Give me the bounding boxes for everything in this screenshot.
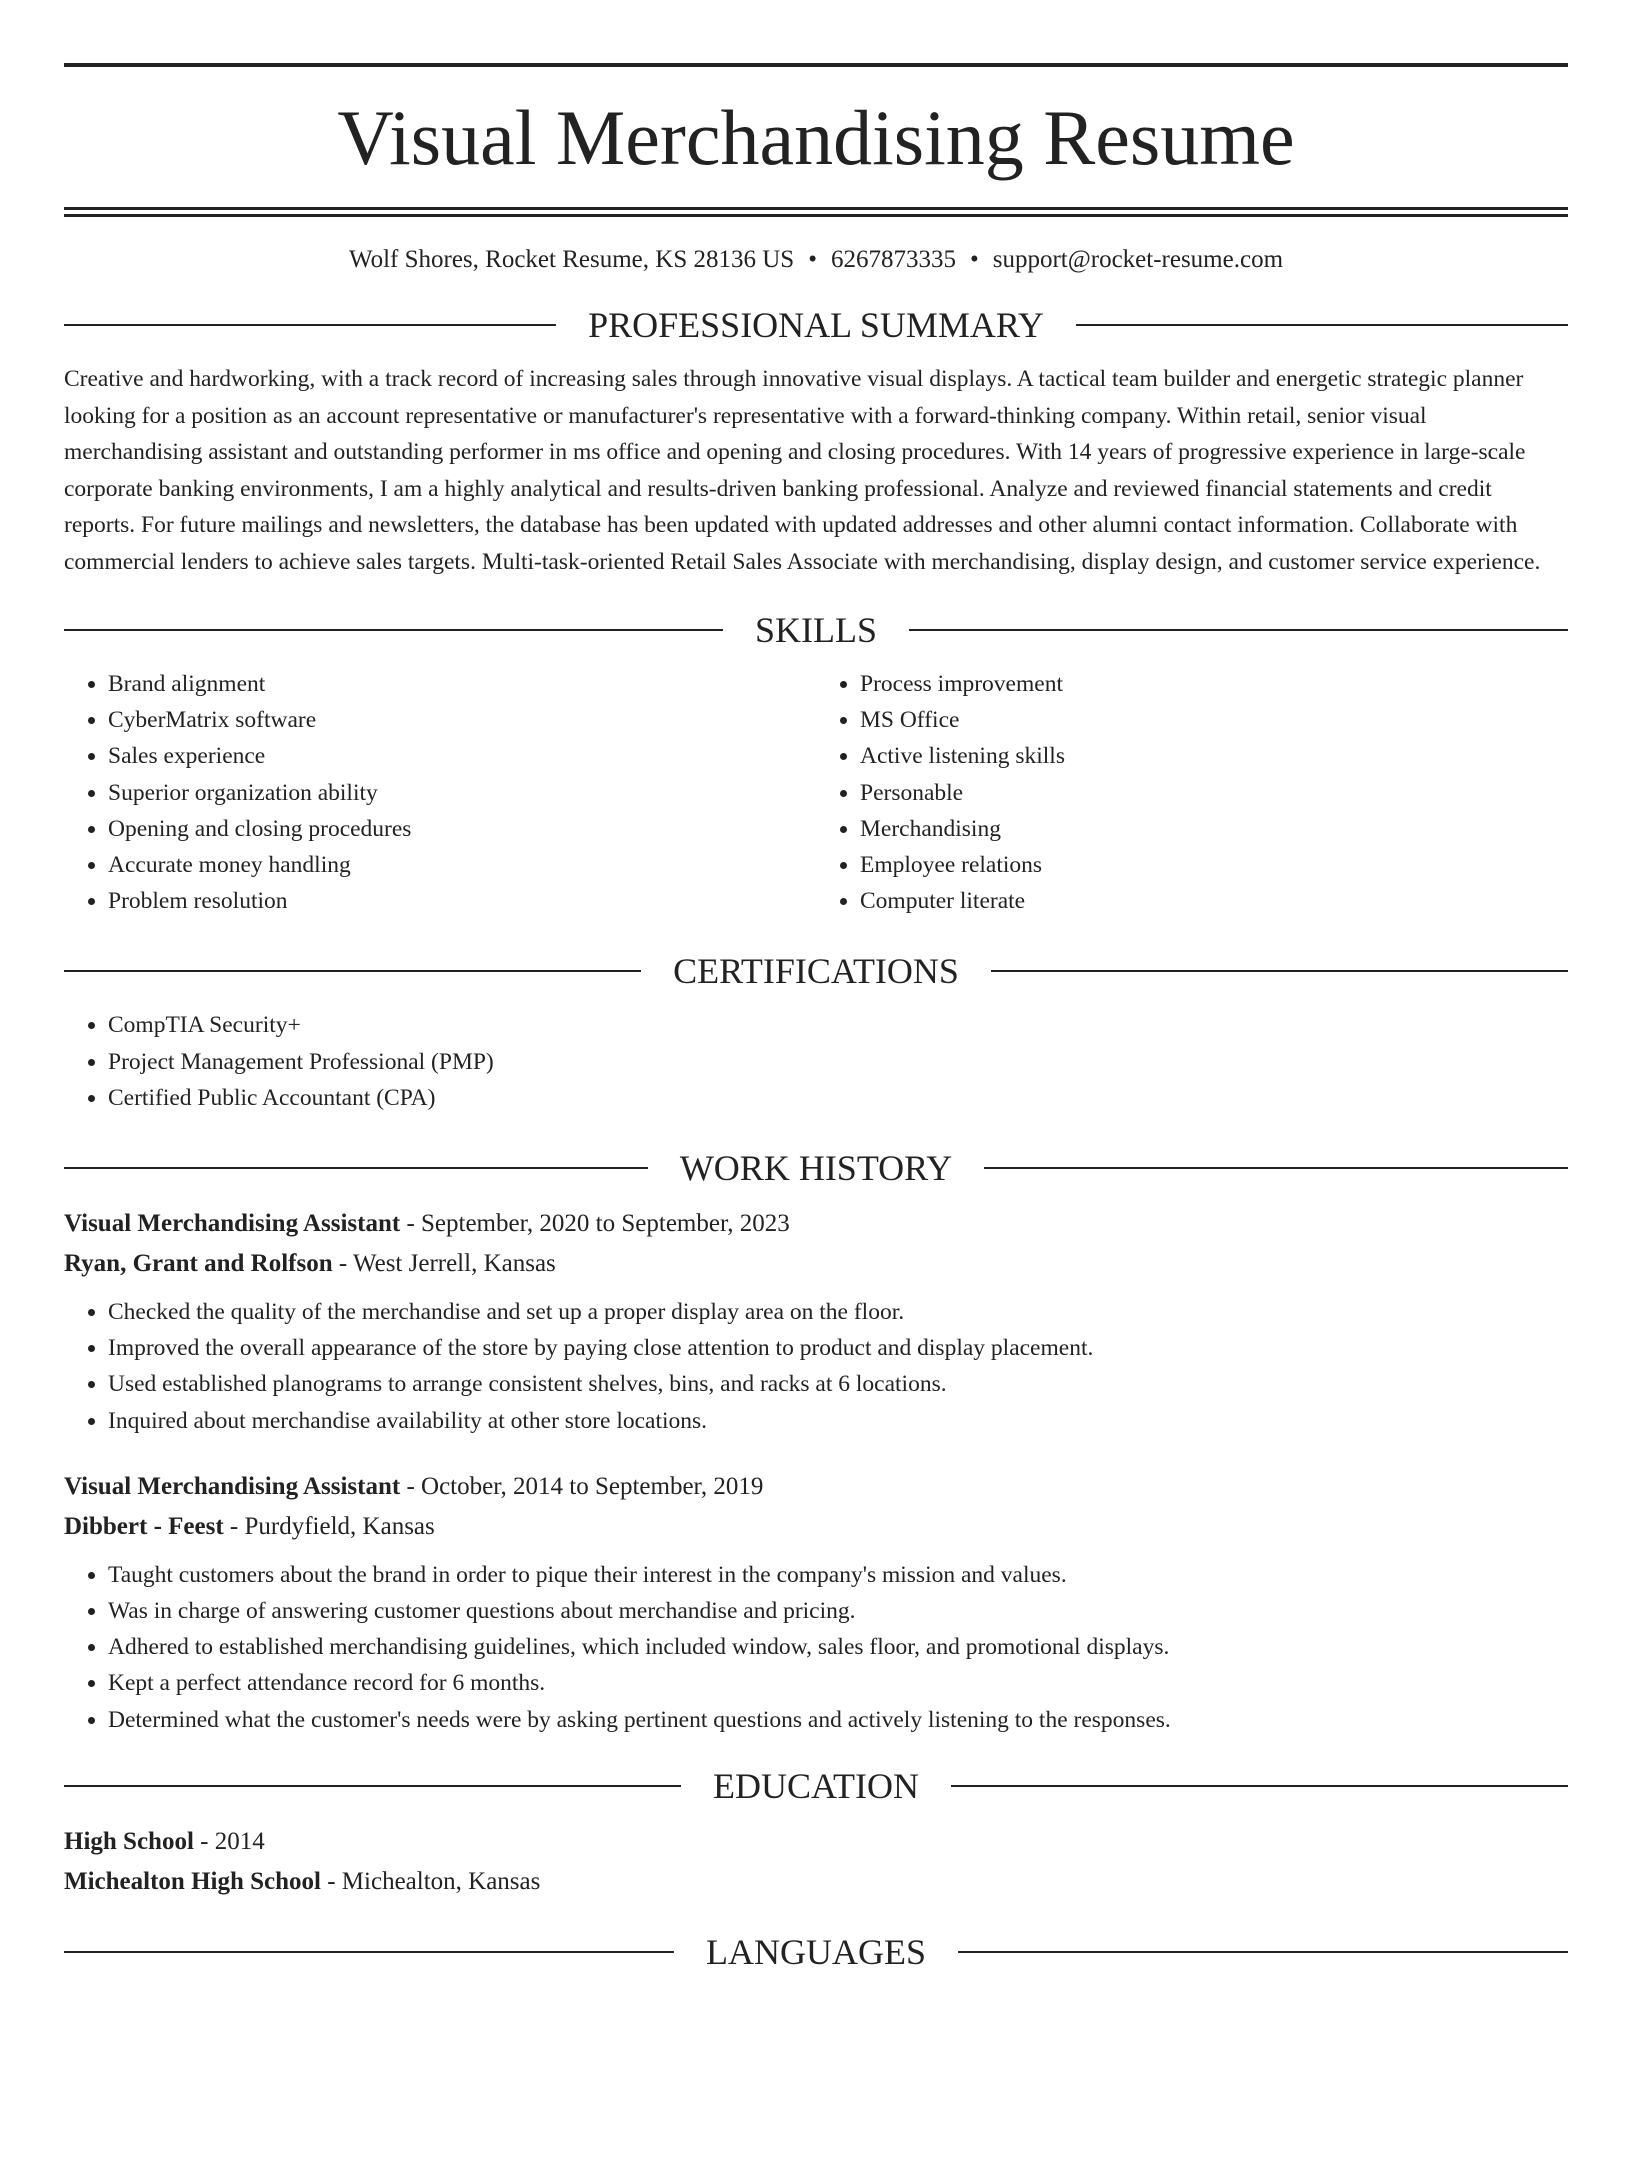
section-heading-summary: [64, 303, 1568, 347]
job-title-line: Visual Merchandising Assistant - September, 2020 to September, 2023: [64, 1210, 790, 1238]
resume-title: Visual Merchandising Resume: [337, 94, 1295, 181]
skill-item: • Opening and closing procedures: [108, 811, 816, 847]
heading-rule: [64, 324, 556, 326]
section-heading-skills: [64, 608, 1568, 652]
skill-item: • Superior organization ability: [108, 775, 816, 811]
contact-email: support@rocket-resume.com: [992, 246, 1284, 273]
job-bullet: • Checked the quality of the merchandise and set up a proper display area on the floor.: [108, 1294, 1568, 1330]
job-company: Dibbert - Feest: [64, 1512, 224, 1540]
skills-columns: [64, 666, 1568, 919]
education-degree-line: High School - 2014: [64, 1827, 265, 1855]
contact-line: [64, 243, 1568, 277]
heading-rule: [64, 1167, 648, 1169]
title-double-rule: [64, 207, 1568, 217]
heading-rule: [909, 629, 1568, 631]
job-bullet: • Used established planograms to arrange consistent shelves, bins, and racks at 6 locations.: [108, 1366, 1568, 1402]
education-entry: [64, 1822, 1568, 1902]
job-company-line: Dibbert - Feest - Purdyfield, Kansas: [64, 1512, 435, 1540]
skill-item: • Employee relations: [860, 847, 1568, 883]
job-entry: [64, 1467, 1568, 1738]
section-title: LANGUAGES: [706, 1931, 926, 1972]
heading-rule: [1076, 324, 1568, 326]
skill-item: • Personable: [860, 775, 1568, 811]
section-heading-languages: [64, 1930, 1568, 1974]
skills-list-right: [816, 666, 1568, 919]
contact-phone: 6267873335: [830, 246, 956, 273]
skill-item: • Accurate money handling: [108, 847, 816, 883]
heading-rule: [958, 1951, 1568, 1953]
job-bullet: • Adhered to established merchandising guidelines, which included window, sales floor, and promotional displays.: [108, 1629, 1568, 1665]
skill-item: • Process improvement: [860, 666, 1568, 702]
certifications-list: [64, 1007, 1568, 1116]
job-company-line: Ryan, Grant and Rolfson - West Jerrell, Kansas: [64, 1250, 556, 1278]
skills-list-left: [64, 666, 816, 919]
skill-item: • Brand alignment: [108, 666, 816, 702]
heading-rule: [991, 970, 1568, 972]
job-bullet: • Inquired about merchandise availability at other store locations.: [108, 1403, 1568, 1439]
top-rule: [64, 63, 1568, 67]
contact-separator: •: [969, 246, 979, 273]
section-title: SKILLS: [755, 610, 878, 650]
job-bullets: [64, 1557, 1568, 1738]
job-bullet: • Improved the overall appearance of the store by paying close attention to product and display placement.: [108, 1330, 1568, 1366]
education-location: Michealton, Kansas: [341, 1867, 541, 1895]
certification-item: • Project Management Professional (PMP): [108, 1044, 1568, 1080]
skill-item: • Active listening skills: [860, 738, 1568, 774]
education-year: 2014: [214, 1827, 265, 1855]
education-school: Michealton High School: [64, 1867, 321, 1895]
education-degree: High School: [64, 1827, 194, 1855]
job-dates: September, 2020 to September, 2023: [421, 1210, 790, 1238]
skill-item: • Merchandising: [860, 811, 1568, 847]
certification-item: • Certified Public Accountant (CPA): [108, 1080, 1568, 1116]
job-bullets: [64, 1294, 1568, 1439]
heading-rule: [984, 1167, 1568, 1169]
heading-rule: [64, 1785, 681, 1787]
skill-item: • Problem resolution: [108, 883, 816, 919]
section-title: EDUCATION: [713, 1765, 919, 1806]
heading-rule: [951, 1785, 1568, 1787]
section-title: WORK HISTORY: [679, 1148, 953, 1189]
certification-item: • CompTIA Security+: [108, 1007, 1568, 1043]
skill-item: • MS Office: [860, 702, 1568, 738]
job-title-line: Visual Merchandising Assistant - October, 2014 to September, 2019: [64, 1472, 764, 1500]
skill-item: • Computer literate: [860, 883, 1568, 919]
heading-rule: [64, 629, 723, 631]
job-location: West Jerrell, Kansas: [353, 1250, 556, 1278]
summary-text: Creative and hardworking, with a track record of increasing sales through innovative visual displays. A tactical team builder and energetic strategic planner looking for a position as an account representative or manufacturer's representative with a forward-thinking company. Within retail, senior visual merchandising assistant and outstanding performer in ms office and opening and closing procedures. With 14 years of progressive experience in large-scale corporate banking environments, I am a highly analytical and results-driven banking professional. Analyze and reviewed financial statements and credit reports. For future mailings and newsletters, the database has been updated with updated addresses and other alumni contact information. Collaborate with commercial lenders to achieve sales targets. Multi-task-oriented Retail Sales Associate with merchandising, display design, and customer service experience.: [64, 366, 1541, 575]
job-bullet: • Taught customers about the brand in order to pique their interest in the company's mission and values.: [108, 1557, 1568, 1593]
job-company: Ryan, Grant and Rolfson: [64, 1250, 333, 1278]
job-location: Purdyfield, Kansas: [244, 1512, 435, 1540]
job-title: Visual Merchandising Assistant: [64, 1210, 401, 1238]
job-bullet: • Was in charge of answering customer questions about merchandise and pricing.: [108, 1593, 1568, 1629]
contact-separator: •: [808, 246, 817, 273]
resume-page: [0, 63, 1632, 2175]
heading-rule: [64, 1951, 674, 1953]
contact-address: Wolf Shores, Rocket Resume, KS 28136 US: [348, 246, 795, 273]
section-title: PROFESSIONAL SUMMARY: [588, 305, 1044, 345]
job-title: Visual Merchandising Assistant: [64, 1472, 401, 1500]
section-heading-education: [64, 1764, 1568, 1808]
skill-item: • Sales experience: [108, 738, 816, 774]
job-dates: October, 2014 to September, 2019: [421, 1472, 764, 1500]
skill-item: • CyberMatrix software: [108, 702, 816, 738]
education-school-line: Michealton High School - Michealton, Kansas: [64, 1867, 541, 1895]
job-bullet: • Determined what the customer's needs were by asking pertinent questions and actively listening to the responses.: [108, 1702, 1568, 1738]
section-title: CERTIFICATIONS: [673, 951, 959, 992]
section-heading-work-history: [64, 1146, 1568, 1190]
section-heading-certifications: [64, 949, 1568, 993]
heading-rule: [64, 970, 641, 972]
job-bullet: • Kept a perfect attendance record for 6 months.: [108, 1665, 1568, 1701]
job-entry: [64, 1204, 1568, 1439]
